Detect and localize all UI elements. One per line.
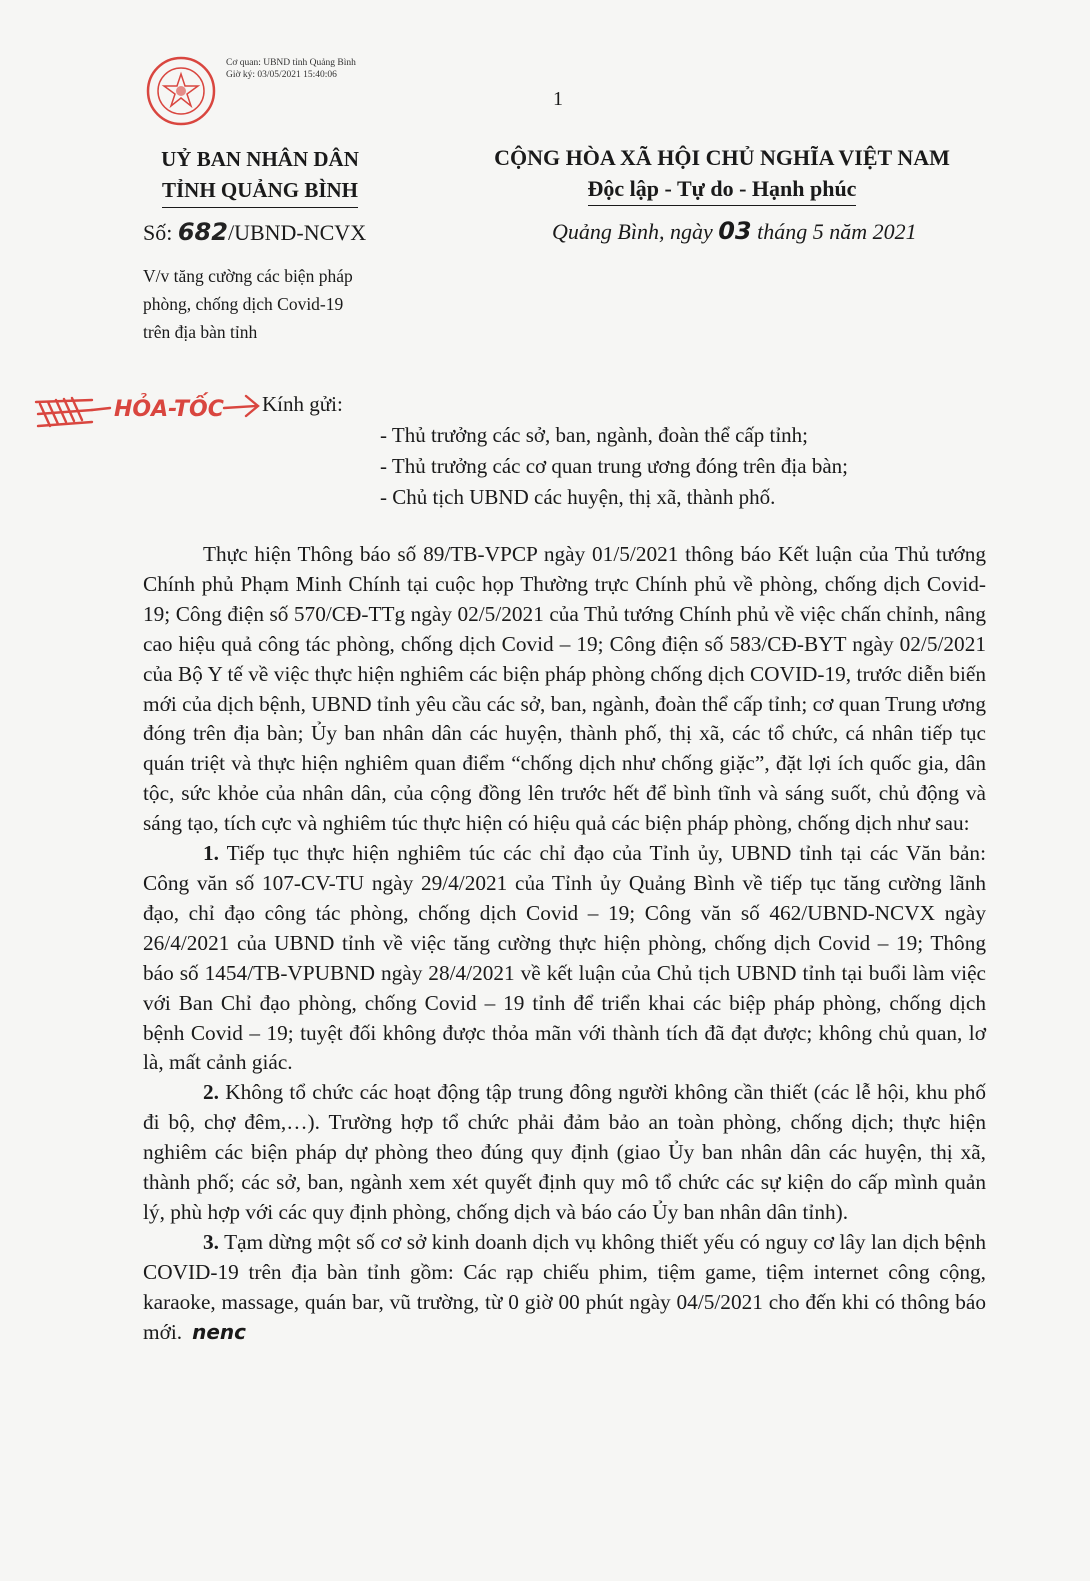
recipient-item: - Thủ trưởng các sở, ban, ngành, đoàn thể cấp tỉnh; — [380, 423, 809, 447]
doc-number-suffix: /UBND-NCVX — [227, 220, 367, 245]
national-motto — [458, 142, 986, 206]
item-text: Tạm dừng một số cơ sở kinh doanh dịch vụ không thiết yếu có nguy cơ lây lan dịch bệnh COVID-19 trên địa bàn tỉnh gồm: Các rạp chiếu phim, tiệm game, tiệm internet công cộng, karaoke, massage, quán bar, vũ trường, từ 0 giờ 00 phút ngày 04/5/2021 cho đến khi có thông báo mới. — [143, 1229, 986, 1344]
recipient-item: - Chủ tịch UBND các huyện, thị xã, thành phố. — [380, 485, 776, 509]
signature-agency: Cơ quan: UBND tỉnh Quảng Bình — [226, 58, 356, 68]
nation-name: CỘNG HÒA XÃ HỘI CHỦ NGHĨA VIỆT NAM — [494, 145, 950, 170]
doc-number-handwritten: 682 — [177, 218, 228, 246]
item-number: 2. — [203, 1080, 219, 1105]
document-body — [143, 540, 986, 1347]
signature-time: Giờ ký: 03/05/2021 15:40:06 — [226, 70, 337, 80]
intro-paragraph: Thực hiện Thông báo số 89/TB-VPCP ngày 01/5/2021 thông báo Kết luận của Thủ tướng Chính phủ Phạm Minh Chính tại cuộc họp Thường trực Chính phủ về phòng, chống dịch Covid-19; Công điện số 570/CĐ-TTg ngày 02/5/2021 của Thủ tướng Chính phủ về việc chấn chỉnh, nâng cao hiệu quả công tác phòng, chống dịch Covid – 19; Công điện số 583/CĐ-BYT ngày 02/5/2021 của Bộ Y tế về việc thực hiện nghiêm các biện pháp phòng chống dịch COVID-19, trước diễn biến mới của dịch bệnh, UBND tỉnh yêu cầu các sở, ban, ngành, đoàn thể cấp tỉnh; cơ quan Trung ương đóng trên địa bàn; Ủy ban nhân dân các huyện, thành phố, thị xã, các tổ chức, cá nhân tiếp tục quán triệt và thực hiện nghiêm quan điểm “chống dịch như chống giặc”, đặt lợi ích quốc gia, dân tộc, sức khỏe của nhân dân, của cộng đồng lên trước hết để bình tĩnh và sáng suốt, chủ động và sáng tạo, tích cực và nghiêm túc thực hiện có hiệu quả các biện pháp phòng, chống dịch như sau: — [143, 542, 986, 836]
urgent-stamp — [34, 388, 266, 438]
item-2-paragraph — [143, 1078, 986, 1228]
item-text: Không tổ chức các hoạt động tập trung đông người không cần thiết (các lễ hội, khu phố đi bộ, chợ đêm,…). Trường hợp tổ chức phải đảm bảo an toàn phòng, chống dịch; thực hiện nghiêm các biện pháp dự phòng theo đúng quy định (giao Ủy ban nhân dân các huyện, thị xã, thành phố; các sở, ban, ngành xem xét quyết định quy mô tổ chức các sự kiện do cấp mình quản lý, phù hợp với các quy định phòng, chống dịch và báo cáo Ủy ban nhân dân tỉnh). — [143, 1080, 986, 1224]
subject-line: trên địa bàn tỉnh — [143, 322, 258, 342]
page-number: 1 — [553, 88, 563, 110]
date-day-handwritten: 03 — [718, 217, 752, 245]
item-1-paragraph — [143, 839, 986, 1078]
item-number: 3. — [203, 1229, 219, 1254]
motto: Độc lập - Tự do - Hạnh phúc — [588, 173, 857, 206]
salutation: Kính gửi: — [262, 392, 343, 416]
org-line-1: UỶ BAN NHÂN DÂN — [161, 147, 359, 171]
item-text: Tiếp tục thực hiện nghiêm túc các chỉ đạo của Tỉnh ủy, UBND tỉnh tại các Văn bản: Công văn số 107-CV-TU ngày 29/4/2021 của Tỉnh ủy Quảng Bình về tiếp tục tăng cường lãnh đạo, chỉ đạo công tác phòng, chống dịch Covid – 19; Công văn số 462/UBND-NCVX ngày 26/4/2021 của UBND tỉnh về việc tăng cường thực hiện phòng, chống dịch Covid – 19; Thông báo số 1454/TB-VPUBND ngày 28/4/2021 về kết luận của Chủ tịch UBND tỉnh tại buổi làm việc với Ban Chỉ đạo phòng, chống Covid – 19 tỉnh để triển khai các biệp pháp phòng, chống dịch bệnh Covid – 19; tuyệt đối không được thỏa mãn với thành tích đã đạt được; không chủ quan, lơ là, mất cảnh giác. — [143, 841, 986, 1075]
item-number: 1. — [203, 841, 219, 866]
document-number — [143, 218, 366, 246]
subject-line: V/v tăng cường các biện pháp — [143, 266, 353, 286]
document-date — [552, 217, 917, 245]
digital-signature-info — [226, 57, 356, 81]
doc-number-prefix: Số: — [143, 220, 178, 245]
item-3-paragraph — [143, 1228, 986, 1348]
issuing-organization — [130, 144, 390, 208]
document-subject — [143, 262, 433, 346]
urgent-stamp-text: HỎA-TỐC — [114, 397, 224, 422]
subject-line: phòng, chống dịch Covid-19 — [143, 294, 344, 314]
date-prefix: Quảng Bình, ngày — [552, 219, 719, 244]
date-suffix: tháng 5 năm 2021 — [751, 219, 917, 244]
official-seal-icon — [146, 56, 216, 126]
recipient-item: - Thủ trưởng các cơ quan trung ương đóng trên địa bàn; — [380, 454, 848, 478]
handwritten-initials: nenc — [192, 1319, 246, 1344]
recipient-list — [380, 420, 848, 513]
org-line-2: TỈNH QUẢNG BÌNH — [162, 175, 358, 208]
